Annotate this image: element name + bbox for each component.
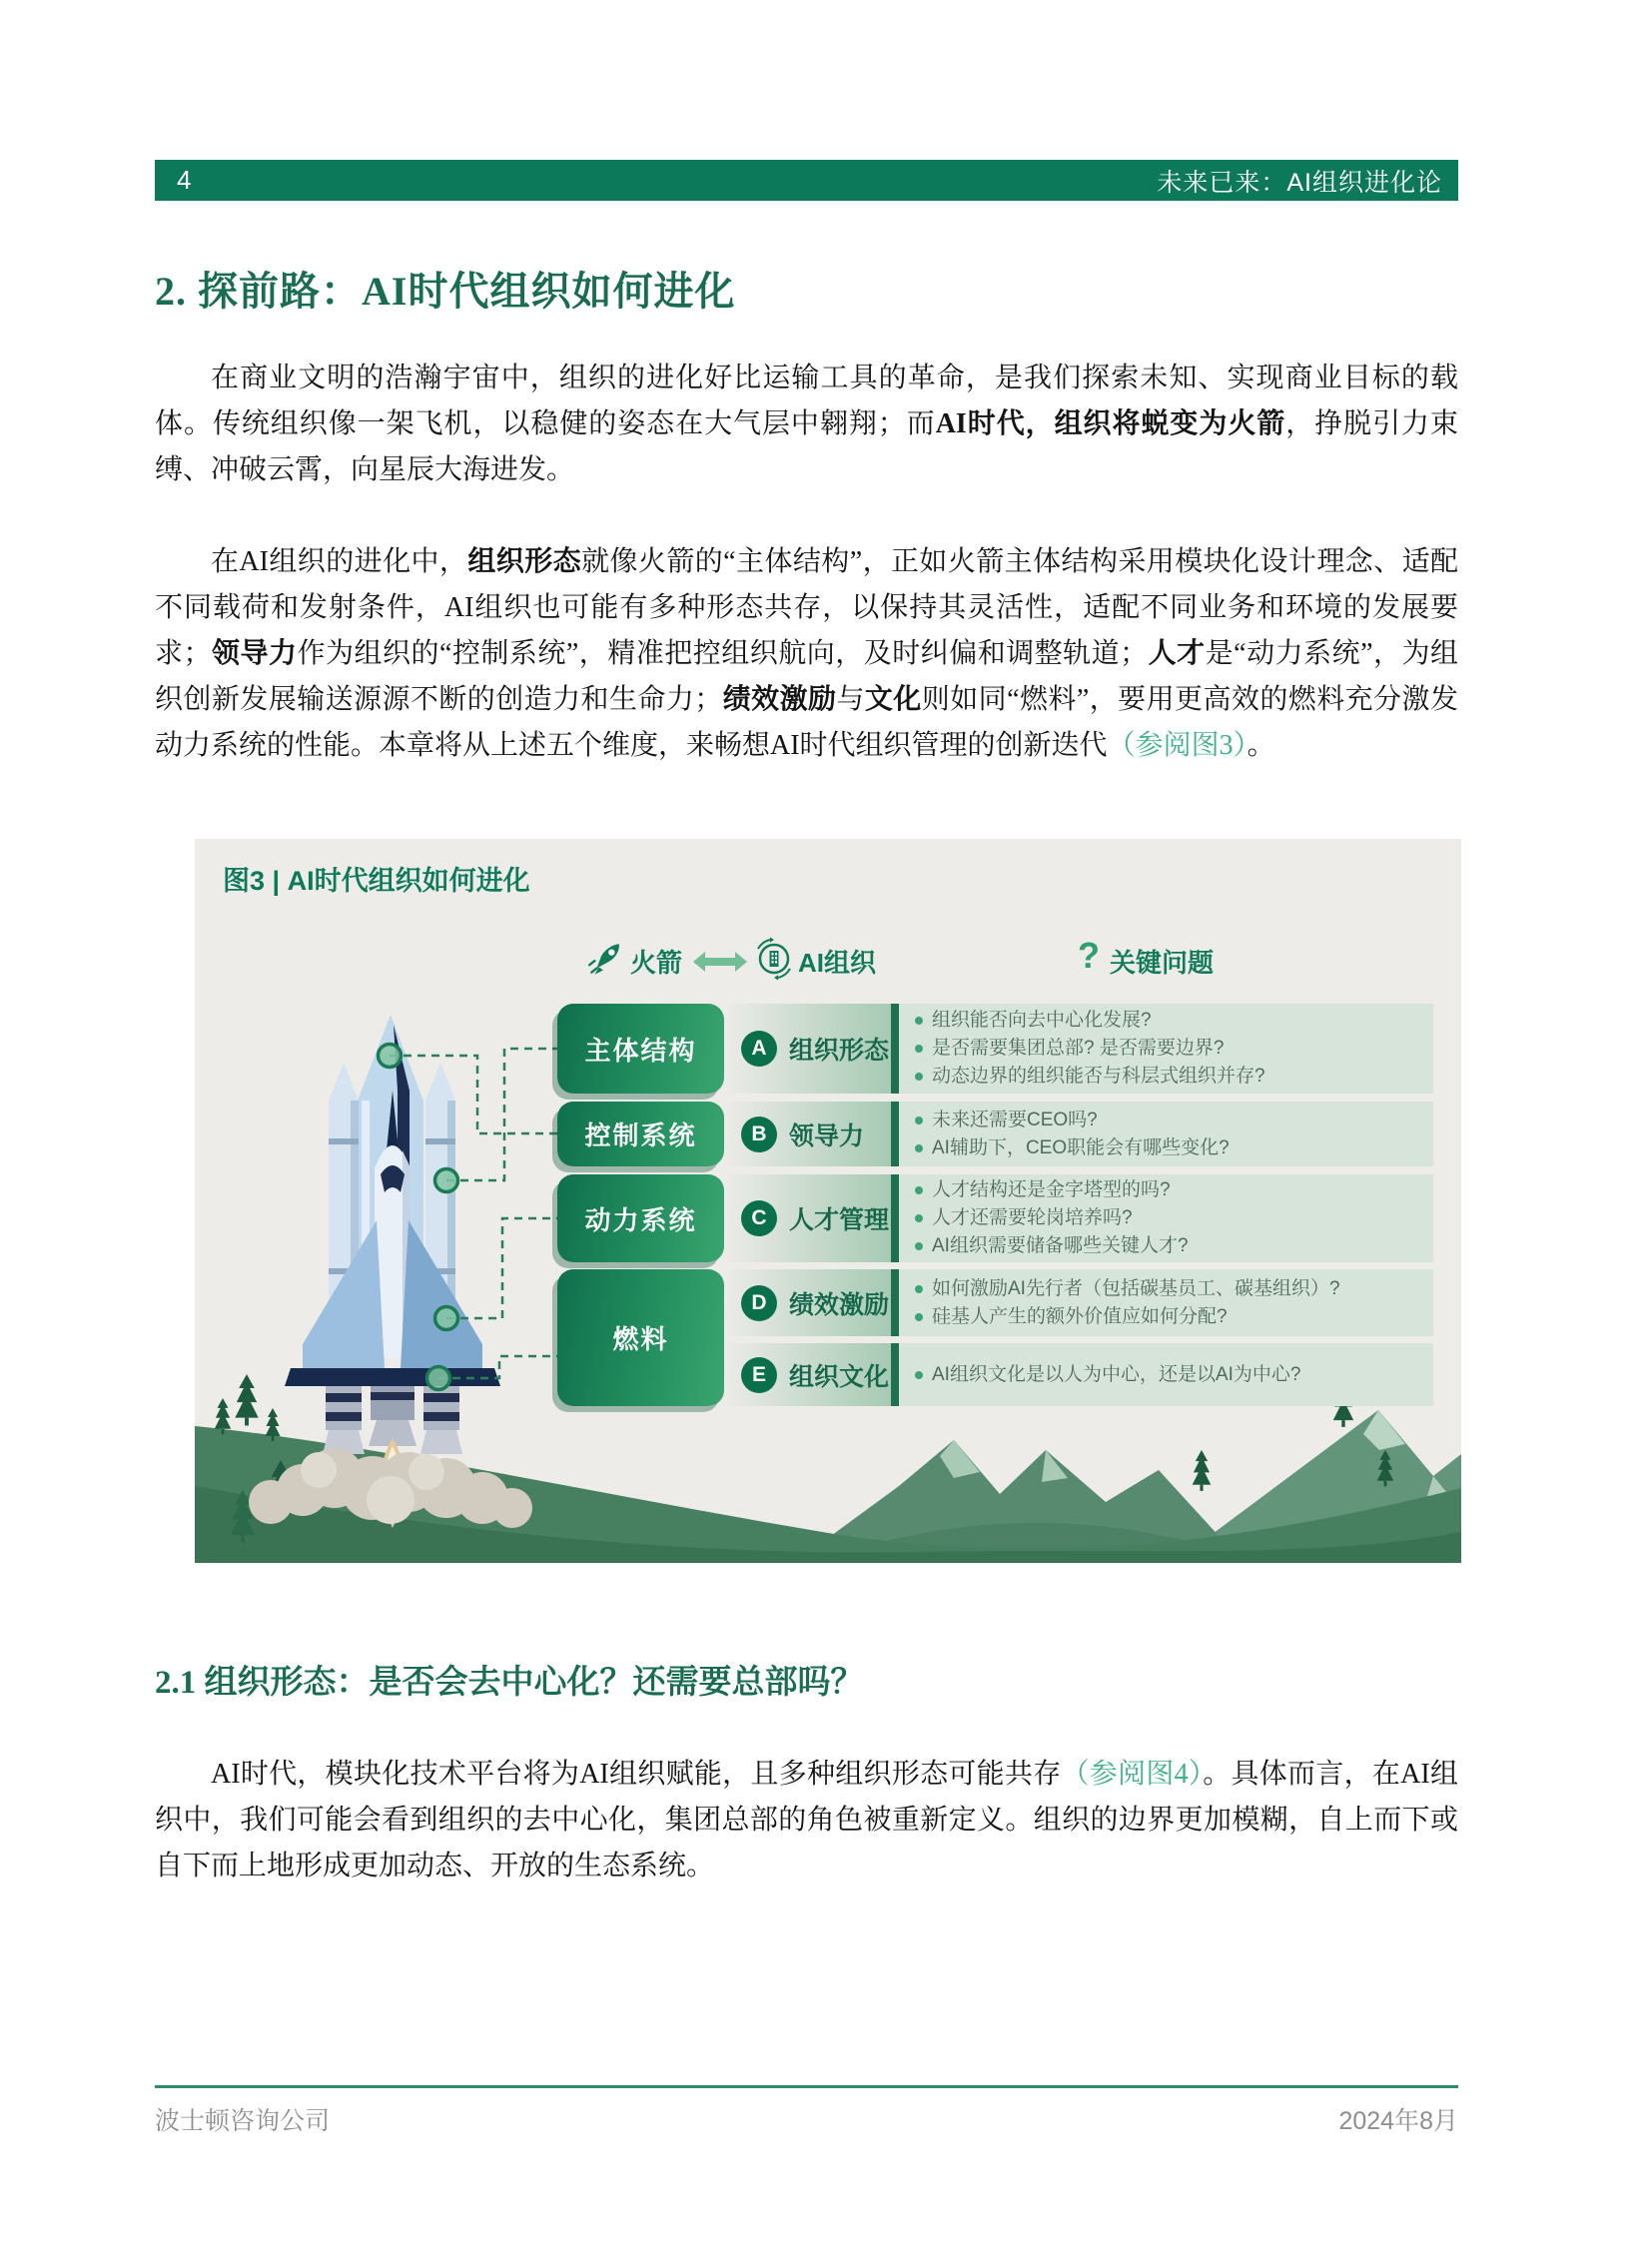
letter-badge-e: E	[741, 1357, 777, 1393]
bullet-icon	[915, 1144, 923, 1152]
question-cell-d	[899, 1269, 1433, 1336]
part-button-control-system: 控制系统	[557, 1102, 724, 1166]
text-segment: 领导力	[211, 638, 298, 669]
question-text: 硅基人产生的额外价值应如何分配?	[932, 1305, 1228, 1327]
figure-ref-link[interactable]: （参阅图4）	[1061, 1759, 1204, 1790]
bullet-icon	[915, 1073, 923, 1081]
aspect-cell-d	[727, 1269, 899, 1336]
page-header-bar	[155, 160, 1458, 201]
question-text: AI组织需要储备哪些关键人才?	[932, 1235, 1189, 1256]
aspect-label-d: 绩效激励	[789, 1290, 890, 1319]
question-item	[915, 1063, 1425, 1091]
bullet-icon	[915, 1242, 923, 1250]
text-segment: 。具体而言，在AI组织中，我们可能会看到组织的去中心化，集团总部的角色被重新定义。组织的边界更加模糊，自上而下或自下而上地形成更加动态、开放的生态系统。	[155, 1759, 1458, 1881]
footer-company: 波士顿咨询公司	[155, 2107, 331, 2135]
figure-legend	[195, 935, 1461, 987]
question-cell-b	[899, 1102, 1433, 1166]
figure-title: 图3 | AI时代组织如何进化	[223, 866, 530, 896]
bullet-icon	[915, 1285, 923, 1293]
ai-organization-icon	[752, 937, 796, 981]
aspect-cell-c	[727, 1174, 899, 1262]
part-button-power-system: 动力系统	[557, 1174, 724, 1262]
bullet-icon	[915, 1214, 923, 1222]
aspect-cell-b	[727, 1102, 899, 1166]
bullet-icon	[915, 1117, 923, 1124]
bullet-icon	[915, 1313, 923, 1321]
question-text: 组织能否向去中心化发展?	[932, 1010, 1152, 1031]
text-segment: ，挣脱引力束缚、冲破云霄，向星辰大海进发。	[155, 408, 1458, 485]
question-item	[915, 1275, 1425, 1303]
question-item	[915, 1107, 1425, 1134]
figure-3	[195, 839, 1461, 1563]
bullet-icon	[915, 1371, 923, 1379]
question-item	[915, 1361, 1425, 1389]
question-text: 人才还需要轮岗培养吗?	[932, 1207, 1133, 1228]
figure-ref-link[interactable]: （参阅图3）	[1107, 730, 1247, 761]
part-button-main-structure: 主体结构	[557, 1004, 724, 1094]
legend-rocket-label: 火箭	[630, 948, 683, 978]
question-item	[915, 1007, 1425, 1035]
page-footer	[155, 2101, 1458, 2137]
question-item	[915, 1204, 1425, 1232]
bullet-icon	[915, 1186, 923, 1194]
bullet-icon	[915, 1045, 923, 1053]
subsection-heading: 2.1 组织形态：是否会去中心化？还需要总部吗？	[155, 1665, 864, 1701]
aspect-cell-e	[727, 1343, 899, 1406]
text-segment: AI时代，组织将蜕变为火箭	[935, 408, 1286, 439]
text-segment: AI时代，模块化技术平台将为AI组织赋能，且多种组织形态可能共存	[211, 1759, 1062, 1790]
text-segment: 作为组织的“控制系统”，精准把控组织航向，及时纠偏和调整轨道；	[297, 638, 1149, 669]
part-button-fuel: 燃料	[557, 1269, 724, 1406]
letter-badge-a: A	[741, 1031, 777, 1067]
text-segment: 在商业文明的浩瀚宇宙中，组织的进化好比运输工具的革命，是我们探索未知、实现商业目标的载体。传统组织像一架飞机，以稳健的姿态在大气层中翱翔；而	[155, 363, 1458, 439]
paragraph-2	[155, 539, 1458, 769]
text-segment: 组织形态	[467, 546, 582, 577]
paragraph-3	[155, 1752, 1458, 1889]
double-arrow-icon	[692, 949, 748, 975]
aspect-label-a: 组织形态	[789, 1037, 890, 1065]
question-item	[915, 1035, 1425, 1063]
paragraph-1	[155, 356, 1458, 493]
document-title: 未来已来：AI组织进化论	[1157, 168, 1442, 197]
aspect-cell-a	[727, 1004, 899, 1094]
question-cell-c	[899, 1174, 1433, 1262]
question-cell-a	[899, 1004, 1433, 1094]
section-heading: 2. 探前路：AI时代组织如何进化	[155, 269, 736, 314]
text-segment: 人才	[1148, 638, 1206, 669]
question-item	[915, 1134, 1425, 1162]
text-segment: 绩效激励	[722, 684, 837, 715]
question-text: 动态边界的组织能否与科层式组织并存?	[932, 1066, 1265, 1087]
text-segment: 就像火箭的“主体结构”，正如火箭主体结构采用模块化设计理念、适配不同载荷和发射条件，AI组织也可能有多种形态共存，以保持其灵活性，适配不同业务和环境的发展要求；	[155, 546, 1459, 669]
text-segment: 。	[1246, 730, 1275, 761]
question-item	[915, 1176, 1425, 1204]
question-item	[915, 1303, 1425, 1331]
question-text: 未来还需要CEO吗?	[932, 1109, 1098, 1130]
question-text: AI辅助下，CEO职能会有哪些变化?	[932, 1136, 1230, 1158]
aspect-label-b: 领导力	[789, 1121, 865, 1150]
letter-badge-d: D	[741, 1285, 777, 1321]
page-number: 4	[177, 165, 192, 195]
legend-questions-label: 关键问题	[1110, 948, 1215, 978]
footer-rule	[155, 2085, 1458, 2088]
rocket-icon	[586, 941, 624, 979]
text-segment: 与	[836, 684, 865, 715]
question-text: AI组织文化是以人为中心，还是以AI为中心?	[932, 1363, 1301, 1385]
question-mark-icon: ?	[1078, 935, 1100, 976]
text-segment: 在AI组织的进化中，	[211, 546, 468, 577]
text-segment: 文化	[864, 684, 922, 715]
question-text: 人才结构还是金字塔型的吗?	[932, 1179, 1171, 1200]
footer-date: 2024年8月	[1338, 2107, 1458, 2135]
question-cell-e	[899, 1343, 1433, 1406]
bullet-icon	[915, 1017, 923, 1025]
question-item	[915, 1232, 1425, 1260]
aspect-label-e: 组织文化	[789, 1362, 890, 1391]
letter-badge-b: B	[741, 1117, 777, 1152]
legend-ai-label: AI组织	[798, 948, 877, 978]
aspect-label-c: 人才管理	[789, 1206, 890, 1234]
text-segment: 则如同“燃料”，要用更高效的燃料充分激发动力系统的性能。本章将从上述五个维度，来畅想AI时代组织管理的创新迭代	[155, 684, 1458, 761]
text-segment: 是“动力系统”，为组织创新发展输送源源不断的创造力和生命力；	[155, 638, 1458, 715]
question-text: 如何激励AI先行者（包括碳基员工、碳基组织）?	[932, 1277, 1340, 1299]
question-text: 是否需要集团总部? 是否需要边界?	[932, 1038, 1225, 1059]
letter-badge-c: C	[741, 1200, 777, 1236]
